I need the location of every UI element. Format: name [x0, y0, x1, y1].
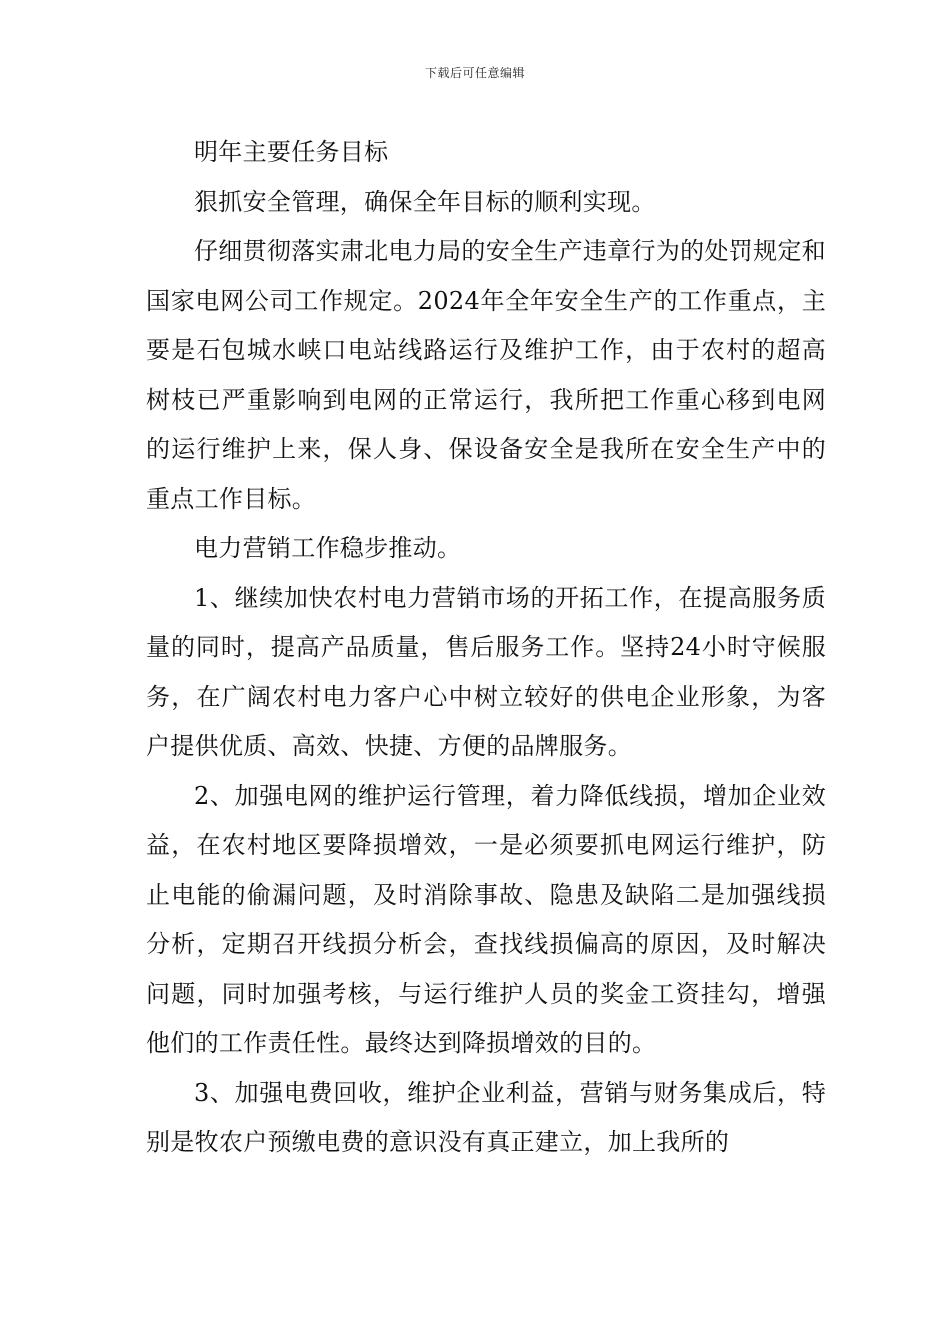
paragraph-safety-management: 狠抓安全管理，确保全年目标的顺利实现。 [194, 187, 656, 216]
paragraph-item-1: 1、继续加快农村电力营销市场的开拓工作，在提高服务质量的同时，提高产品质量，售后服务工作。坚持24小时守候服务，在广阔农村电力客户心中树立较好的供电企业形象，为客户提供优质、高效、快捷、方便的品牌服务。 [146, 583, 826, 760]
paragraph-marketing-heading: 电力营销工作稳步推动。 [194, 534, 462, 562]
section-heading-annual-goals: 明年主要任务目标 [194, 138, 389, 166]
paragraph-item-3: 3、加强电费回收，维护企业利益，营销与财务集成后，特别是牧农户预缴电费的意识没有真正建立，加上我所的 [146, 1078, 826, 1156]
document-body [146, 128, 826, 1168]
paragraph-item-2: 2、加强电网的维护运行管理，着力降低线损，增加企业效益，在农村地区要降损增效，一是必须要抓电网运行维护，防止电能的偷漏问题，及时消除事故、隐患及缺陷二是加强线损分析，定期召开线损分析会，查找线损偏高的原因，及时解决问题，同时加强考核，与运行维护人员的奖金工资挂勾，增强他们的工作责任性。最终达到降损增效的目的。 [146, 781, 826, 1057]
page-header-note: 下载后可任意编辑 [424, 66, 525, 80]
paragraph-safety-details: 仔细贯彻落实肃北电力局的安全生产违章行为的处罚规定和国家电网公司工作规定。2024年全年安全生产的工作重点，主要是石包城水峡口电站线路运行及维护工作，由于农村的超高树枝已严重影响到电网的正常运行，我所把工作重心移到电网的运行维护上来，保人身、保设备安全是我所在安全生产中的重点工作目标。 [146, 237, 826, 513]
